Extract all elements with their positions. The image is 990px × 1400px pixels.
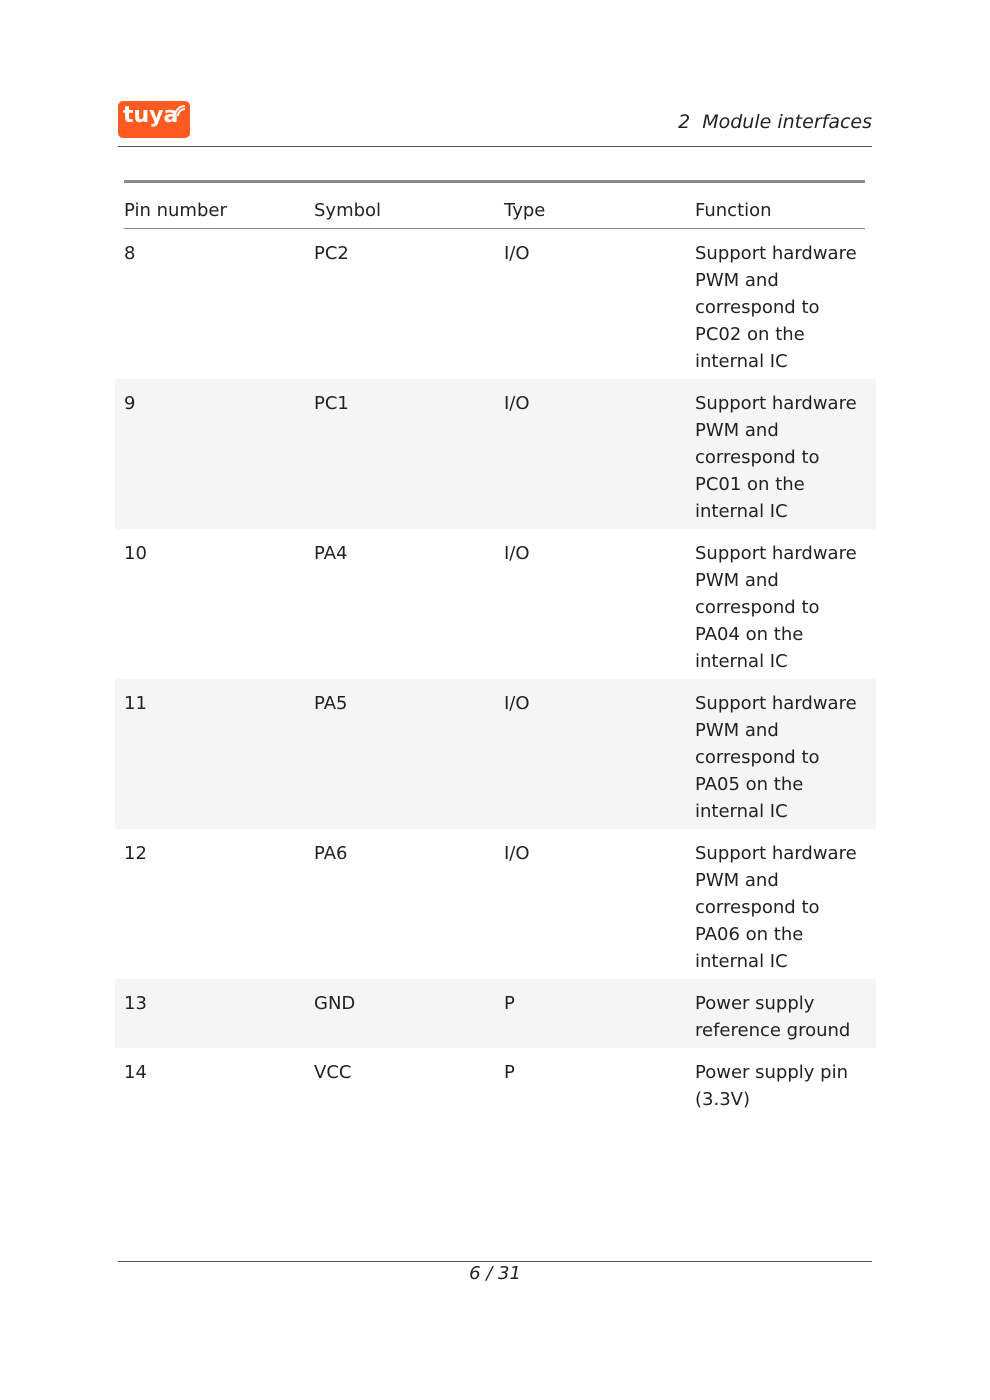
table-header	[115, 183, 876, 228]
table-row	[115, 979, 876, 1048]
symbol-cell: PC2	[314, 243, 349, 264]
footer-divider	[118, 1261, 872, 1262]
pin-cell: 11	[124, 693, 147, 714]
section-title: 2 Module interfaces	[678, 111, 872, 133]
function-cell: Support hardware PWM and correspond to PA05 on the internal IC	[695, 693, 857, 822]
function-cell: Support hardware PWM and correspond to PA04 on the internal IC	[695, 543, 857, 672]
pin-table	[115, 180, 876, 1117]
symbol-cell: PA5	[314, 693, 348, 714]
column-header-type: Type	[504, 200, 546, 221]
type-cell: I/O	[504, 393, 530, 414]
pin-cell: 9	[124, 393, 136, 414]
logo-text: tuya	[123, 103, 179, 128]
table-row	[115, 379, 876, 529]
function-cell: Support hardware PWM and correspond to PC01 on the internal IC	[695, 393, 857, 522]
table-row	[115, 529, 876, 679]
wifi-icon	[173, 104, 187, 118]
table-row	[115, 679, 876, 829]
column-header-symbol: Symbol	[314, 200, 382, 221]
symbol-cell: PC1	[314, 393, 349, 414]
symbol-cell: VCC	[314, 1062, 352, 1083]
table-row	[115, 829, 876, 979]
header-divider	[118, 146, 872, 147]
type-cell: I/O	[504, 843, 530, 864]
type-cell: I/O	[504, 243, 530, 264]
tuya-logo	[118, 101, 190, 138]
pin-cell: 14	[124, 1062, 147, 1083]
type-cell: P	[504, 1062, 515, 1083]
page-number: 6 / 31	[469, 1263, 521, 1284]
type-cell: I/O	[504, 693, 530, 714]
function-cell: Support hardware PWM and correspond to PA06 on the internal IC	[695, 843, 857, 972]
pin-cell: 10	[124, 543, 147, 564]
column-header-function: Function	[695, 200, 772, 221]
function-cell: Power supply reference ground	[695, 993, 851, 1041]
pin-cell: 8	[124, 243, 136, 264]
symbol-cell: GND	[314, 993, 356, 1014]
pin-cell: 13	[124, 993, 147, 1014]
type-cell: I/O	[504, 543, 530, 564]
symbol-cell: PA4	[314, 543, 348, 564]
type-cell: P	[504, 993, 515, 1014]
column-header-pin-number: Pin number	[124, 200, 227, 221]
symbol-cell: PA6	[314, 843, 348, 864]
table-row	[115, 1048, 876, 1117]
function-cell: Support hardware PWM and correspond to PC02 on the internal IC	[695, 243, 857, 372]
pin-cell: 12	[124, 843, 147, 864]
function-cell: Power supply pin (3.3V)	[695, 1062, 848, 1110]
table-row	[115, 229, 876, 379]
